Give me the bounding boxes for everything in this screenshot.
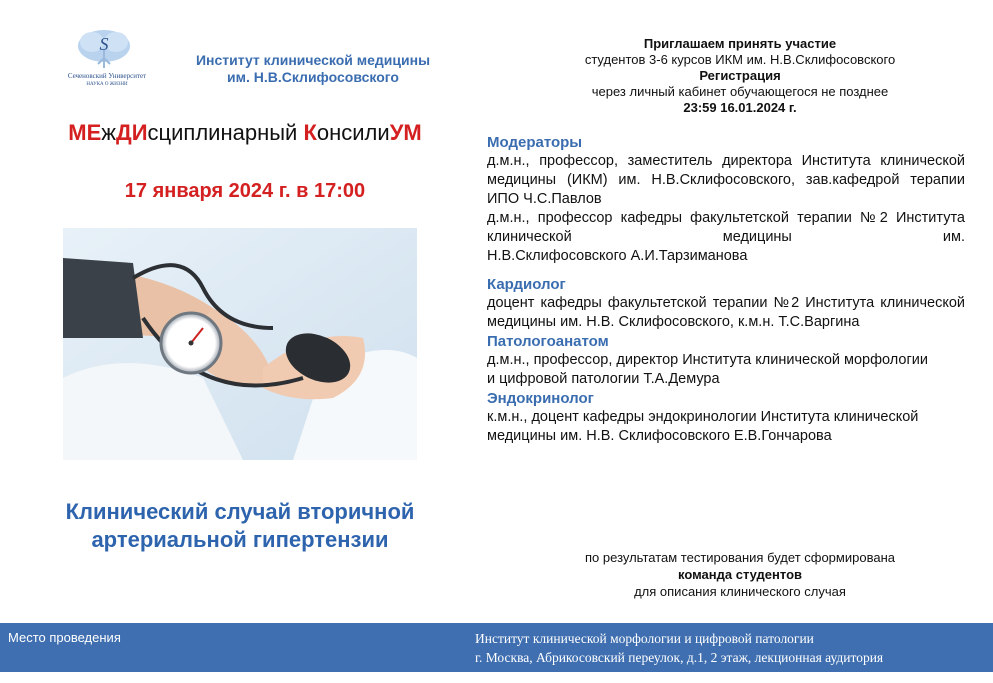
institute-name xyxy=(178,52,448,86)
event-date: 17 января 2024 г. в 17:00 xyxy=(124,180,366,202)
institute-line-2: им. Н.В.Склифосовского xyxy=(227,69,399,85)
invite-heading: Приглашаем принять участие xyxy=(643,36,837,51)
tree-logo-icon xyxy=(74,28,134,70)
institute-line-1: Институт клинической медицины xyxy=(195,52,431,68)
cardiologist-heading: Кардиолог xyxy=(487,276,566,293)
event-title xyxy=(60,120,430,146)
invite-audience: студентов 3-6 курсов ИКМ им. Н.В.Склифосовского xyxy=(584,52,896,67)
title-part: ДИ xyxy=(116,120,148,145)
venue-footer xyxy=(0,623,993,672)
university-logo xyxy=(52,28,162,98)
registration-deadline: 23:59 16.01.2024 г. xyxy=(683,100,797,115)
moderator-1: д.м.н., профессор, заместитель директора Института клинической медицины (ИКМ) им. Н.В.Склифосовского, зав.кафедрой терапии ИПО Ч.С.Павлов xyxy=(487,153,965,207)
blood-pressure-photo xyxy=(63,228,417,460)
case-title-line-2: артериальной гипертензии xyxy=(91,527,389,552)
speakers-section xyxy=(487,133,965,446)
case-title-line-1: Клинический случай вторичной xyxy=(65,499,415,524)
registration-heading: Регистрация xyxy=(699,68,781,83)
title-part: онсили xyxy=(316,120,390,145)
venue-line-2: г. Москва, Абрикосовский переулок, д.1, 2 этаж, лекционная аудитория xyxy=(475,650,884,665)
pathologist: д.м.н., профессор, директор Института клинической морфологии и цифровой патологии Т.А.Демура xyxy=(487,352,928,387)
title-part: сциплинарный xyxy=(147,120,304,145)
venue-line-1: Институт клинической морфологии и цифровой патологии xyxy=(475,631,814,646)
title-part: К xyxy=(303,120,317,145)
endocrinologist: к.м.н., доцент кафедры эндокринологии Института клинической медицины им. Н.В. Склифосовского Е.В.Гончарова xyxy=(487,409,919,444)
invitation-block xyxy=(520,36,960,116)
team-note-line-2: команда студентов xyxy=(677,567,802,582)
case-title xyxy=(20,498,460,554)
university-motto: НАУКА О ЖИЗНИ xyxy=(86,82,128,87)
university-name: Сеченовский Университет xyxy=(67,72,147,80)
title-part: ж xyxy=(101,120,117,145)
moderators-heading: Модераторы xyxy=(487,134,583,151)
moderator-2-part-b: Н.В.Склифосовского А.И.Тарзиманова xyxy=(487,248,748,264)
team-note-line-1: по результатам тестирования будет сформирована xyxy=(585,550,895,565)
endocrinologist-heading: Эндокринолог xyxy=(487,390,594,407)
venue-address xyxy=(475,629,883,667)
venue-label: Место проведения xyxy=(8,630,121,645)
moderator-2-part-a: д.м.н., профессор кафедры факультетской терапии №2 Института клинической медицины им. xyxy=(487,210,965,245)
team-note-line-3: для описания клинического случая xyxy=(634,584,846,599)
pathologist-heading: Патологоанатом xyxy=(487,333,609,350)
title-part: УМ xyxy=(389,120,422,145)
cardiologist: доцент кафедры факультетской терапии №2 Института клинической медицины им. Н.В. Склифосовского, к.м.н. Т.С.Варгина xyxy=(487,295,965,330)
title-part: МЕ xyxy=(68,120,102,145)
svg-text:S: S xyxy=(99,34,109,54)
registration-text: через личный кабинет обучающегося не позднее xyxy=(591,84,889,99)
team-note xyxy=(520,549,960,600)
